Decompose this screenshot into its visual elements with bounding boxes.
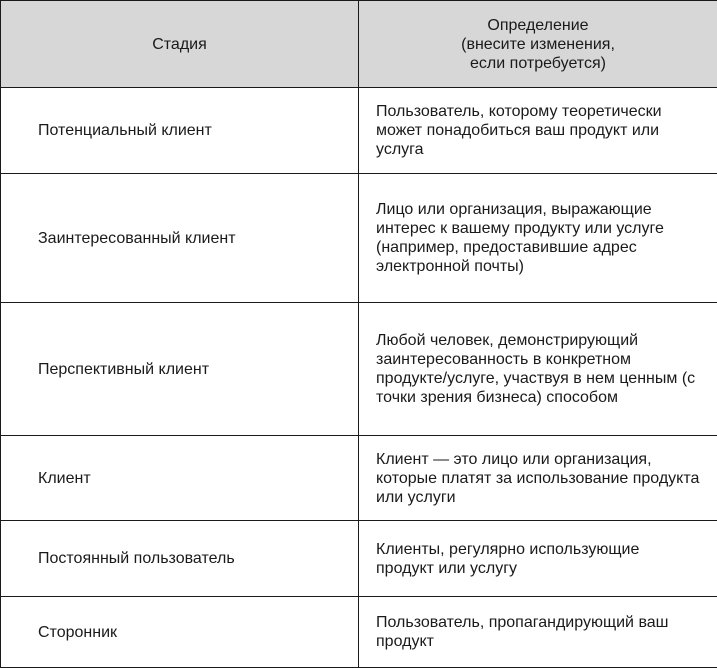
stage-cell bbox=[1, 521, 359, 597]
header-stage-cell bbox=[1, 1, 359, 88]
stage-name: Постоянный пользователь bbox=[38, 550, 235, 567]
table-row bbox=[1, 174, 717, 303]
stage-definition: Лицо или организация, выражающие интерес к вашему продукту или услуге (например, предоставившие адрес электронной почты) bbox=[376, 200, 701, 276]
table-body bbox=[1, 88, 717, 668]
stage-name: Клиент bbox=[38, 470, 91, 487]
stage-definition: Клиенты, регулярно использующие продукт или услугу bbox=[376, 540, 701, 578]
header-definition-line-1: Определение bbox=[369, 16, 707, 35]
table-row bbox=[1, 436, 717, 521]
definition-cell bbox=[359, 436, 717, 521]
stage-definition: Пользователь, которому теоретически может понадобиться ваш продукт или услуга bbox=[376, 102, 701, 159]
table-row bbox=[1, 597, 717, 668]
stage-name: Заинтересованный клиент bbox=[38, 230, 236, 247]
stage-name: Сторонник bbox=[38, 624, 117, 641]
stage-definition: Пользователь, пропагандирующий ваш продукт bbox=[376, 613, 701, 651]
table-row bbox=[1, 88, 717, 174]
stage-cell bbox=[1, 174, 359, 303]
definition-cell bbox=[359, 597, 717, 668]
stage-name: Перспективный клиент bbox=[38, 361, 209, 378]
stage-cell bbox=[1, 597, 359, 668]
stage-definition: Любой человек, демонстрирующий заинтересованность в конкретном продукте/услуге, участвуя в нем ценным (с точки зрения бизнеса) способом bbox=[376, 331, 701, 407]
table-header bbox=[1, 1, 717, 88]
stage-cell bbox=[1, 88, 359, 174]
table-row bbox=[1, 521, 717, 597]
header-definition-cell bbox=[359, 1, 717, 88]
definition-cell bbox=[359, 174, 717, 303]
header-stage-label: Стадия bbox=[152, 36, 207, 53]
table-row bbox=[1, 303, 717, 436]
stage-cell bbox=[1, 303, 359, 436]
header-definition-line-3: если потребуется) bbox=[369, 54, 707, 73]
definition-cell bbox=[359, 303, 717, 436]
header-definition-line-2: (внесите изменения, bbox=[369, 35, 707, 54]
definition-cell bbox=[359, 521, 717, 597]
stage-cell bbox=[1, 436, 359, 521]
stage-name: Потенциальный клиент bbox=[38, 122, 212, 139]
header-row bbox=[1, 1, 717, 88]
definition-cell bbox=[359, 88, 717, 174]
stage-definition: Клиент — это лицо или организация, которые платят за использование продукта или услуги bbox=[376, 450, 701, 507]
